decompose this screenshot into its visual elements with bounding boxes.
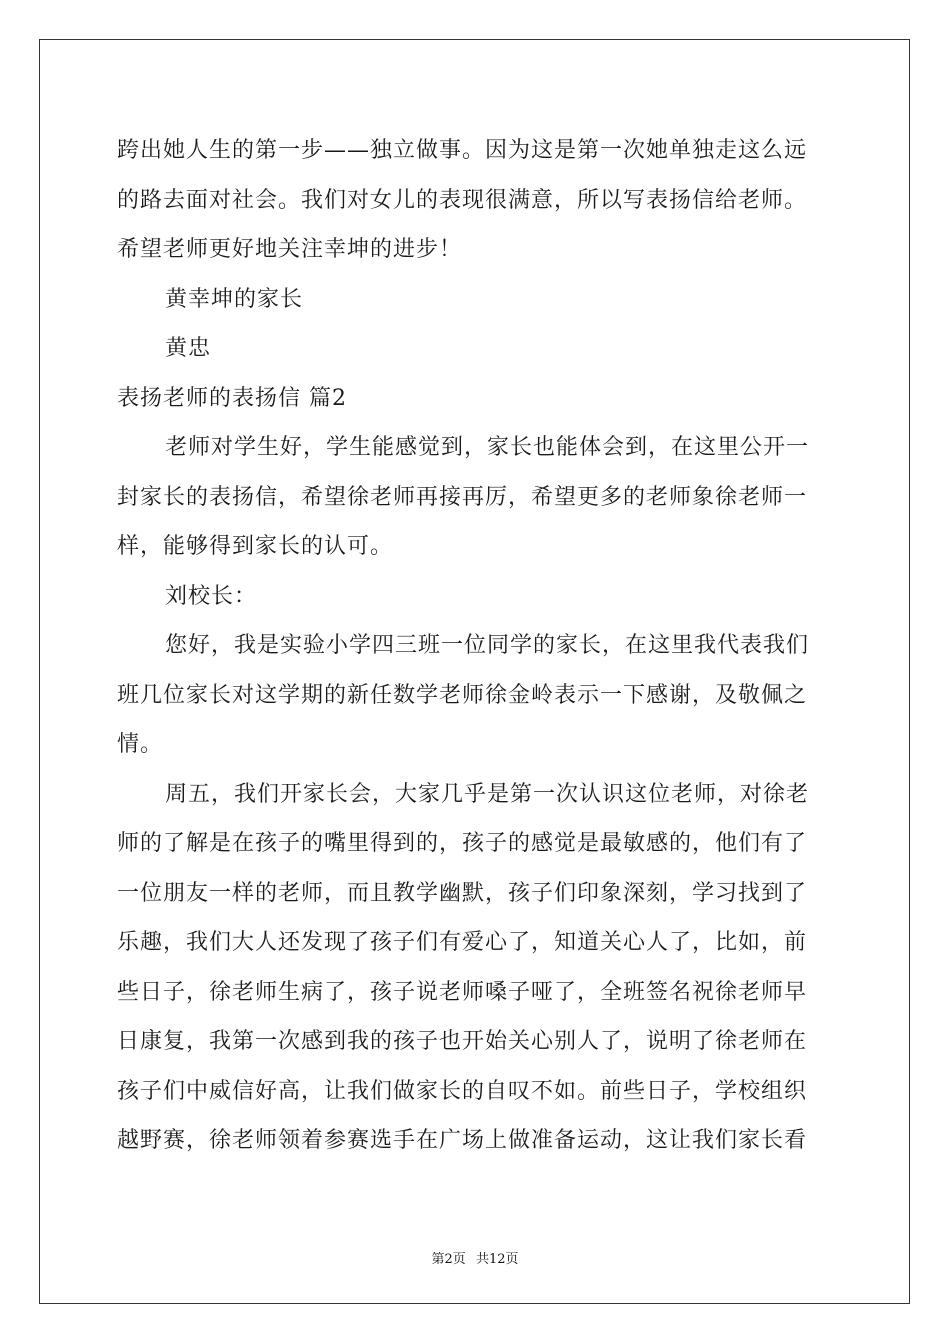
text-line: 您好，我是实验小学四三班一位同学的家长，在这里我代表我们 <box>165 633 810 658</box>
text-line: 孩子们中威信好高，让我们做家长的自叹不如。前些日子，学校组织 <box>117 1078 808 1104</box>
text-line: 的路去面对社会。我们对女儿的表现很满意，所以写表扬信给老师。 <box>117 187 808 213</box>
text-line: 越野赛，徐老师领着参赛选手在广场上做准备运动，这让我们家长看 <box>117 1128 808 1153</box>
text-line: 周五，我们开家长会，大家几乎是第一次认识这位老师，对徐老 <box>165 781 810 807</box>
page-total: 共12页 <box>475 1252 519 1267</box>
salutation: 刘校长： <box>165 583 258 609</box>
text-line: 老师对学生好，学生能感觉到，家长也能体会到，在这里公开一 <box>165 435 810 460</box>
text-line: 跨出她人生的第一步——独立做事。因为这是第一次她单独走这么远 <box>117 138 808 163</box>
text-line: 封家长的表扬信，希望徐老师再接再厉，希望更多的老师象徐老师一 <box>117 484 808 510</box>
signature-name: 黄忠 <box>165 336 212 361</box>
text-line: 一位朋友一样的老师，而且教学幽默，孩子们印象深刻，学习找到了 <box>117 880 808 906</box>
text-line: 日康复，我第一次感到我的孩子也开始关心别人了，说明了徐老师在 <box>117 1029 808 1054</box>
text-line: 班几位家长对这学期的新任数学老师徐金岭表示一下感谢，及敬佩之 <box>117 682 808 708</box>
page-footer <box>0 1248 950 1267</box>
text-line: 乐趣，我们大人还发现了孩子们有爱心了，知道关心人了，比如，前 <box>117 930 808 955</box>
text-line: 情。 <box>117 732 164 757</box>
page-number: 第2页 <box>431 1252 466 1267</box>
text-line: 师的了解是在孩子的嘴里得到的，孩子的感觉是最敏感的，他们有了 <box>117 831 808 856</box>
section-heading: 表扬老师的表扬信 篇2 <box>117 385 347 411</box>
text-line: 样，能够得到家长的认可。 <box>117 534 394 559</box>
document-body <box>117 126 833 1166</box>
text-line: 些日子，徐老师生病了，孩子说老师嗓子哑了，全班签名祝徐老师早 <box>117 979 808 1005</box>
signature-line: 黄幸坤的家长 <box>165 286 304 312</box>
text-line: 希望老师更好地关注幸坤的进步！ <box>117 237 463 262</box>
